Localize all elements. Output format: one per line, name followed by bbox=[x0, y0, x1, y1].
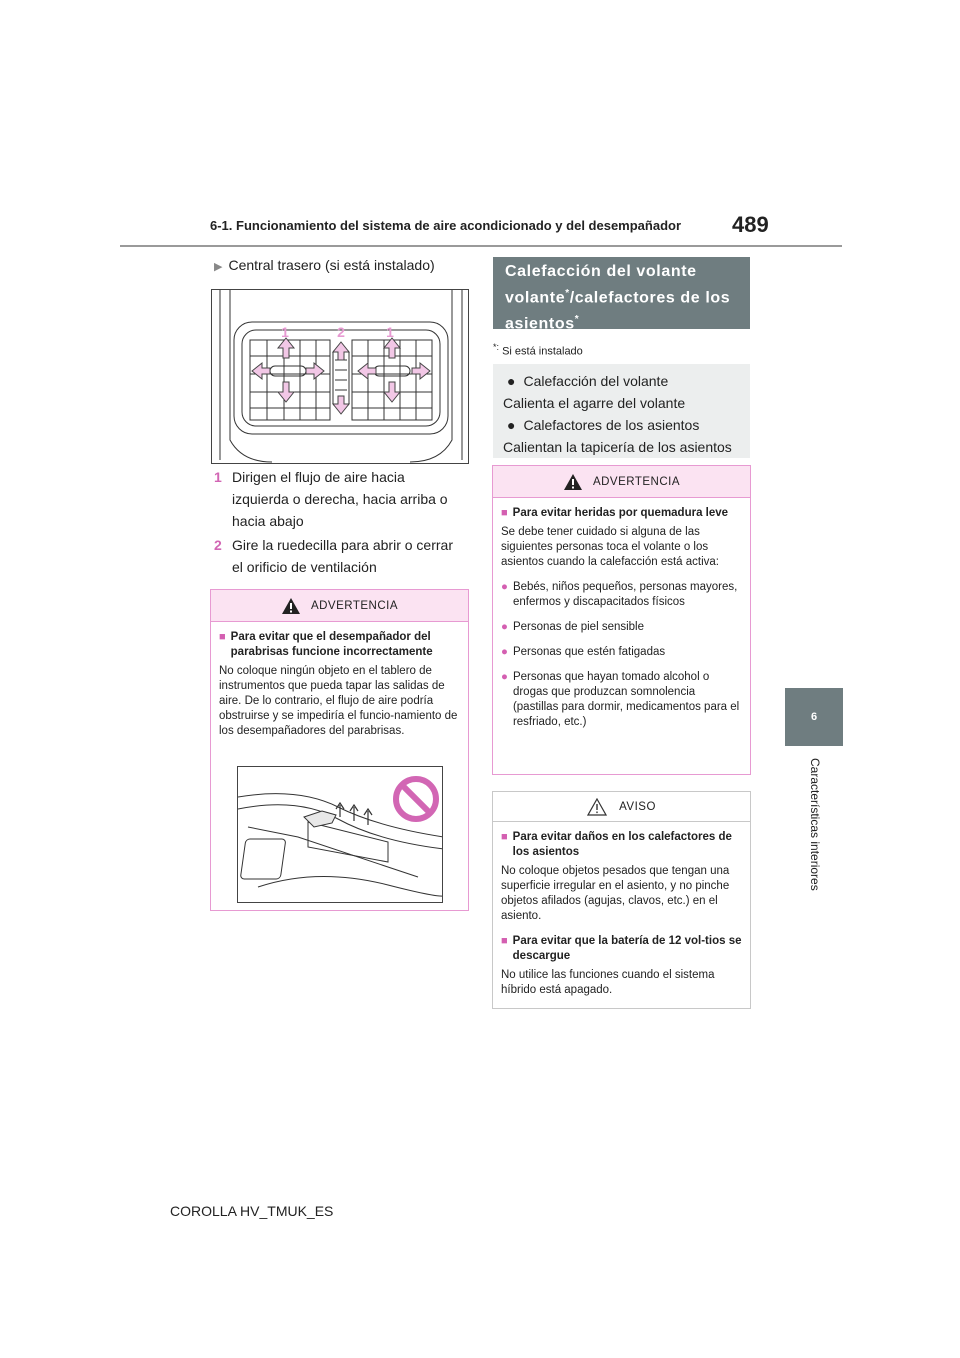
dot-bullet-icon: ● bbox=[501, 621, 508, 633]
figure-label-2: 2 bbox=[337, 324, 345, 340]
triangle-bullet-icon: ▶ bbox=[214, 261, 223, 273]
rear-center-bullet: ▶ Central trasero (si está instalado) bbox=[214, 257, 435, 273]
list-item: ● Bebés, niños pequeños, personas mayores, enfermos y discapacitados físicos bbox=[501, 581, 738, 608]
feature-1-name: ● Calefacción del volante bbox=[503, 370, 740, 392]
notice-body: No utilice las funciones cuando el sistema híbrido está apagado. bbox=[501, 969, 715, 996]
notice-heading: ■ Para evitar que la batería de 12 vol-tios se descargue bbox=[501, 935, 742, 962]
notice-heading: ■ Para evitar daños en los calefactores de los asientos bbox=[501, 831, 732, 858]
square-bullet-icon: ■ bbox=[501, 507, 508, 519]
dashboard-drawing bbox=[238, 767, 443, 903]
warning-heading: ■ Para evitar heridas por quemadura leve bbox=[501, 507, 729, 519]
page-number: 489 bbox=[732, 212, 769, 237]
header-rule bbox=[120, 245, 842, 247]
list-item: ● Personas de piel sensible bbox=[501, 621, 645, 633]
header-title: 6-1. Funcionamiento del sistema de aire acondicionado y del desempañador bbox=[210, 218, 682, 233]
warning-heading: ■ Para evitar que el desempañador del parabrisas funcione incorrectamente bbox=[219, 631, 433, 658]
dashboard-illustration bbox=[237, 766, 443, 903]
section-header-heating: Calefacción del volante volante*/calefactores de los asientos* bbox=[493, 257, 750, 329]
warning-header: ADVERTENCIA bbox=[211, 590, 468, 622]
footer-model: COROLLA HV_TMUK_ES bbox=[170, 1203, 334, 1219]
warning-box-burns bbox=[492, 465, 751, 775]
rear-vent-illustration bbox=[211, 289, 469, 464]
square-bullet-icon: ■ bbox=[219, 631, 226, 643]
warning-body: Se debe tener cuidado si alguna de las siguientes personas toca el volante o los asientos cuando la calefacción está activa: bbox=[501, 526, 719, 568]
step-1: 1 Dirigen el flujo de aire hacia izquierda o derecha, hacia arriba o hacia abajo bbox=[214, 469, 448, 529]
dot-bullet-icon: ● bbox=[501, 581, 508, 593]
chapter-tab[interactable]: 6 bbox=[785, 688, 843, 746]
dot-bullet-icon: ● bbox=[501, 646, 508, 658]
warning-triangle-icon bbox=[563, 473, 583, 491]
feature-2-desc: Calientan la tapicería de los asientos bbox=[503, 439, 732, 455]
caution-triangle-icon bbox=[587, 798, 607, 816]
square-bullet-icon: ■ bbox=[501, 831, 508, 843]
feature-1-desc: Calienta el agarre del volante bbox=[503, 395, 686, 411]
notice-header: AVISO bbox=[493, 792, 750, 822]
notice-body: No coloque objetos pesados que tengan una superficie irregular en el asiento, y no pinche objetos afilados (agujas, clavos, etc.) en el asiento. bbox=[501, 865, 730, 922]
step-2: 2 Gire la ruedecilla para abrir o cerrar el orificio de ventilación bbox=[214, 537, 453, 575]
list-item: ● Personas que estén fatigadas bbox=[501, 646, 666, 658]
warning-body: No coloque ningún objeto en el tablero de instrumentos que pueda tapar las salidas de aire. De lo contrario, el flujo de aire podría obstruirse y se impediría el funcio-namiento de los desempañadores del parabrisas. bbox=[219, 665, 458, 737]
feature-2-name: ● Calefactores de los asientos bbox=[503, 414, 740, 436]
features-box bbox=[493, 364, 750, 458]
figure-label-1b: 1 bbox=[386, 324, 394, 340]
footnote: *: Si está instalado bbox=[493, 342, 583, 358]
figure-label-1a: 1 bbox=[281, 324, 289, 340]
rear-vent-drawing bbox=[212, 290, 469, 464]
warning-header: ADVERTENCIA bbox=[493, 466, 750, 498]
dot-bullet-icon: ● bbox=[507, 417, 516, 433]
list-item: ● Personas que hayan tomado alcohol o drogas que produzcan somnolencia (pastillas para dormir, medicamentos para el resfriado, etc.) bbox=[501, 671, 740, 728]
square-bullet-icon: ■ bbox=[501, 935, 508, 947]
notice-box bbox=[492, 791, 751, 1009]
dot-bullet-icon: ● bbox=[507, 373, 516, 389]
dot-bullet-icon: ● bbox=[501, 671, 508, 683]
chapter-title: Características interiores bbox=[808, 758, 822, 891]
warning-triangle-icon bbox=[281, 597, 301, 615]
